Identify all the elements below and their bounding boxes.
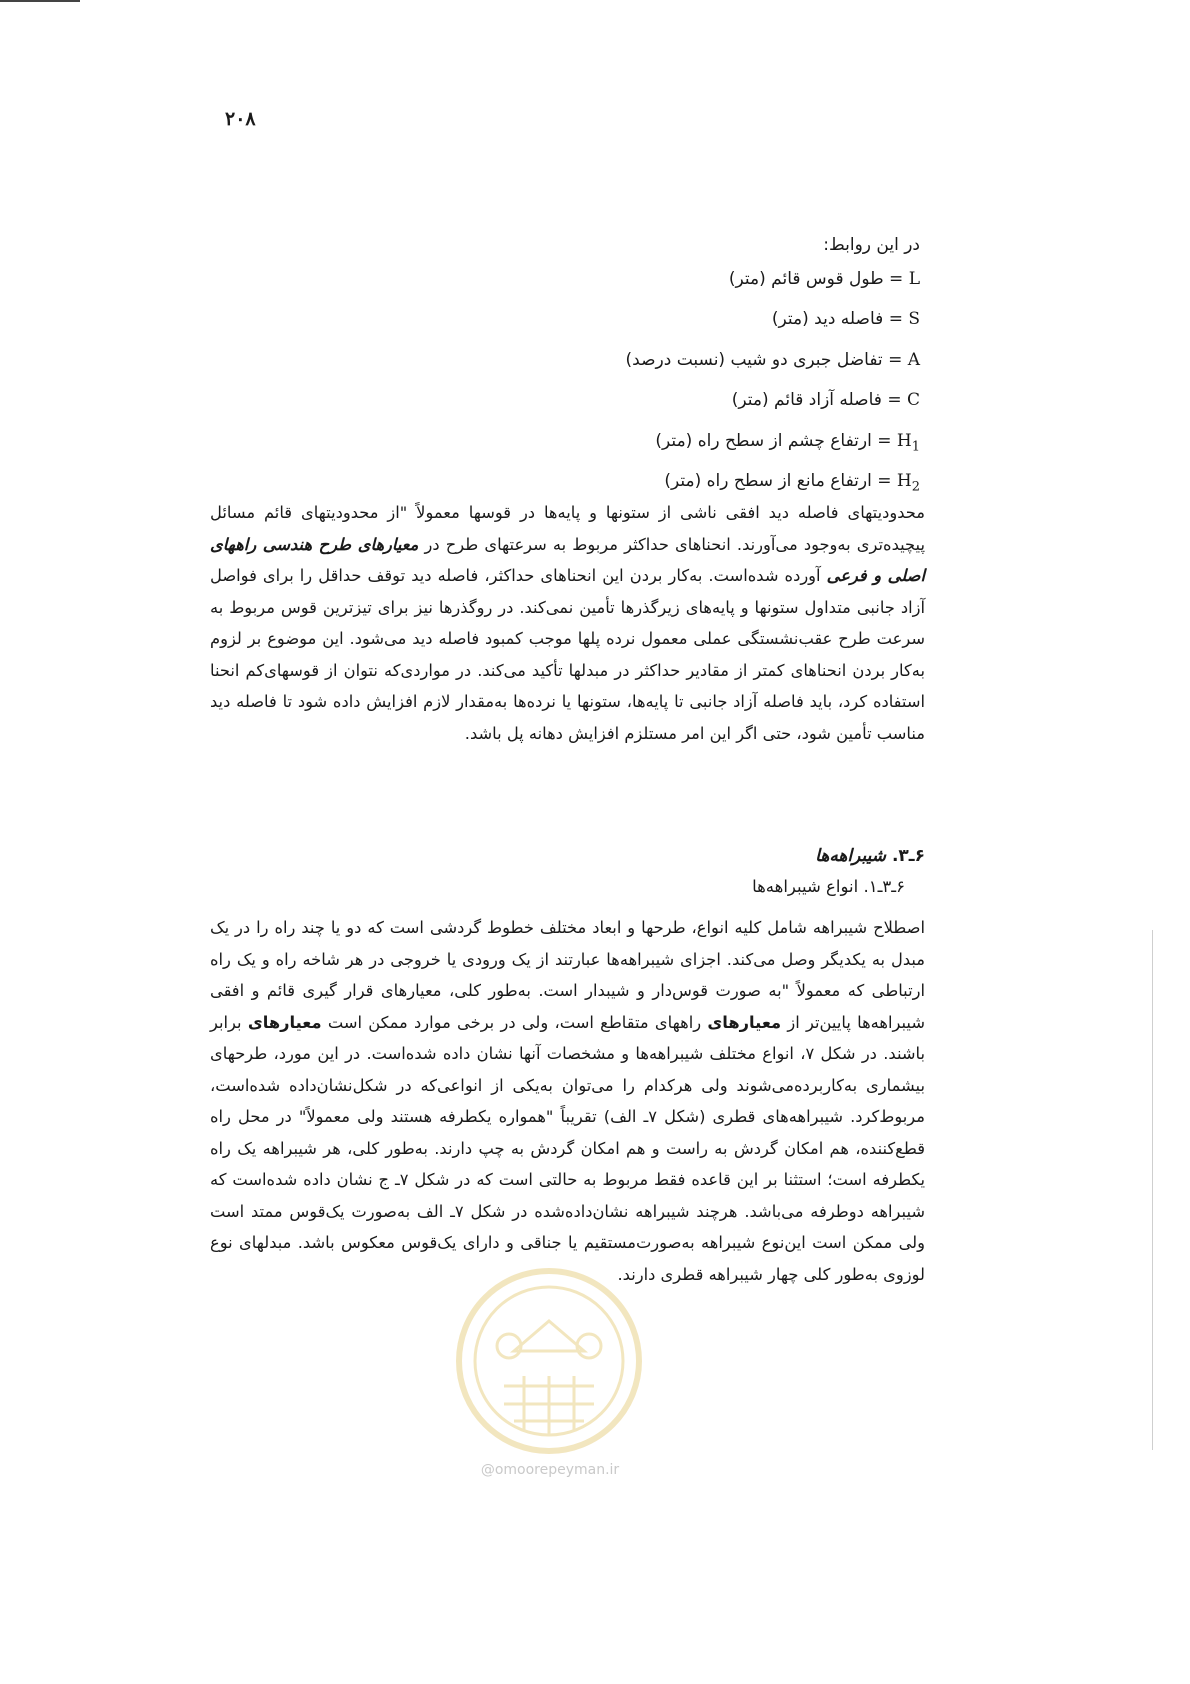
- emphasis-criteria: معیارهای: [247, 1012, 322, 1032]
- definition-symbol: $H_1$: [896, 430, 920, 454]
- definition-symbol: S: [908, 309, 920, 330]
- emphasis-design-criteria: معیارهای طرح هندسی راههای اصلی و فرعی: [210, 534, 925, 585]
- definition-text: = تفاضل جبری دو شیب (نسبت درصد): [625, 349, 903, 370]
- definition-item: [520, 262, 920, 302]
- page-number: ۲۰۸: [225, 108, 256, 130]
- top-edge-rule: [0, 0, 80, 2]
- definitions-intro: در این روابط:: [823, 235, 920, 255]
- formula-definitions: [520, 228, 920, 504]
- definition-symbol: C: [906, 390, 920, 411]
- emphasis-criteria: معیارهای: [707, 1012, 782, 1032]
- section-heading: ۶ـ۳. شیبراهه‌ها: [815, 846, 925, 866]
- definition-symbol: $H_2$: [896, 470, 920, 495]
- definition-text: = فاصله دید (متر): [771, 309, 903, 330]
- definition-item: [520, 424, 920, 464]
- definition-symbol: L: [908, 269, 920, 289]
- definition-item: [520, 343, 920, 383]
- subsection-heading: ۶ـ۳ـ۱. انواع شیبراهه‌ها: [752, 877, 905, 896]
- definition-text: = ارتفاع چشم از سطح راه (متر): [655, 430, 892, 451]
- watermark-seal: [454, 1266, 644, 1456]
- definition-text: = فاصله آزاد قائم (متر): [731, 390, 902, 411]
- definition-text: = ارتفاع مانع از سطح راه (متر): [664, 470, 892, 491]
- definition-symbol: A: [907, 349, 920, 370]
- scan-edge-line: [1152, 930, 1153, 1450]
- definition-item: [520, 302, 920, 342]
- definition-item: [520, 383, 920, 423]
- paragraph-sight-distance: محدودیتهای فاصله دید افقی ناشی از ستونها و پایه‌ها در قوسها معمولاً "از محدودیتهای قائم مسائل پیچیده‌تری به‌وجود می‌آورند. انحناهای حداکثر مربوط به سرعتهای طرح در معیارهای طرح هندسی راههای اصلی و فرعی آورده شده‌است. به‌کار بردن این انحناهای حداکثر، فاصله دید توقف حداقل را برای فواصل آزاد جانبی متداول ستونها و پایه‌های زیرگذرها تأمین نمی‌کند. در روگذرها نیز برای تیزترین قوس مربوط به سرعت طرح عقب‌نشستگی عملی معمول نرده پلها موجب کمبود فاصله دید می‌شود. این موضوع بر لزوم به‌کار بردن انحناهای کمتر از مقادیر حداکثر در مبدلها تأکید می‌کند. در مواردی‌که نتوان از قوسهای‌کم انحنا استفاده کرد، باید فاصله آزاد جانبی تا پایه‌ها، ستونها یا نرده‌ها به‌مقدار لازم افزایش داده شود تا فاصله دید مناسب تأمین شود، حتی اگر این امر مستلزم افزایش دهانه پل باشد.: [210, 503, 925, 743]
- watermark-url: @omoorepeyman.ir: [480, 1462, 620, 1478]
- paragraph-ramp-types: اصطلاح شیبراهه شامل کلیه انواع، طرحها و ابعاد مختلف خطوط گردشی است که دو یا چند راه را در یک مبدل به یکدیگر وصل می‌کند. اجزای شیبراهه‌ها عبارتند از یک ورودی یا خروجی در هر شاخه راه و یک راه ارتباطی که معمولاً "به صورت قوس‌دار و شیبدار است. به‌طور کلی، معیارهای قرار گیری قائم و افقی شیبراهه‌ها پایین‌تر از معیارهای راههای متقاطع است، ولی در برخی موارد ممکن است معیارهای برابر باشند. در شکل ۷، انواع مختلف شیبراهه‌ها و مشخصات آنها نشان داده شده‌است. در این مورد، طرحهای بیشماری به‌کاربرده‌می‌شوند ولی هرکدام را می‌توان به‌یکی از انواعی‌که در شکل‌نشان‌داده شده‌است، مربوط‌کرد. شیبراهه‌های قطری (شکل ۷ـ الف) تقریباً "همواره یکطرفه هستند ولی معمولاً" در محل راه قطع‌کننده، هم امکان گردش به راست و هم امکان گردش به چپ دارند. به‌طور کلی، هر شیبراهه یک راه یکطرفه است؛ استثنا بر این قاعده فقط مربوط به حالتی است که در شکل ۷ـ ج نشان داده شده‌است که شیبراهه دوطرفه می‌باشد. هرچند شیبراهه نشان‌داده‌شده در شکل ۷ـ الف به‌صورت یک‌قوس ممتد است ولی ممکن است این‌نوع شیبراهه به‌صورت‌مستقیم یا جناقی و دارای یک‌قوس معکوس باشد. مبدلهای نوع لوزوی به‌طور کلی چهار شیبراهه قطری دارند.: [210, 918, 925, 1284]
- definition-text: = طول قوس قائم (متر): [728, 269, 904, 289]
